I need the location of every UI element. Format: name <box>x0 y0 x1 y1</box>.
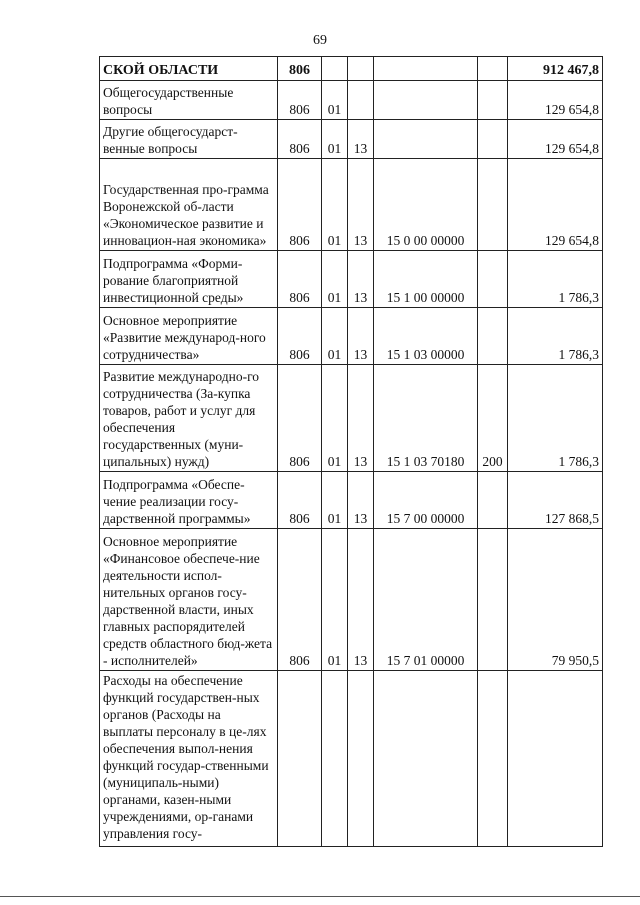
budget-table-body <box>100 57 603 847</box>
table-row <box>100 365 603 472</box>
amount: 129 654,8 <box>508 159 603 251</box>
section-code: 01 <box>322 472 348 529</box>
amount <box>508 671 603 847</box>
target-code <box>374 81 478 120</box>
section-code: 01 <box>322 159 348 251</box>
table-row <box>100 472 603 529</box>
row-name: Общегосударственные вопросы <box>100 81 278 120</box>
section-code: 01 <box>322 120 348 159</box>
subsection-code: 13 <box>348 251 374 308</box>
ministry-code: 806 <box>278 472 322 529</box>
section-code: 01 <box>322 365 348 472</box>
target-code <box>374 120 478 159</box>
subsection-code: 13 <box>348 472 374 529</box>
subsection-code <box>348 57 374 81</box>
ministry-code: 806 <box>278 57 322 81</box>
amount: 79 950,5 <box>508 529 603 671</box>
ministry-code: 806 <box>278 120 322 159</box>
section-code <box>322 57 348 81</box>
row-name: Развитие международно-го сотрудничества (За-купка товаров, работ и услуг для обеспечения государственных (муни-ципальных) нужд) <box>100 365 278 472</box>
table-row <box>100 120 603 159</box>
ministry-code: 806 <box>278 365 322 472</box>
target-code: 15 7 01 00000 <box>374 529 478 671</box>
target-code: 15 1 00 00000 <box>374 251 478 308</box>
ministry-code: 806 <box>278 159 322 251</box>
amount: 129 654,8 <box>508 81 603 120</box>
budget-table <box>99 56 603 847</box>
page-bottom-rule <box>0 896 640 897</box>
table-row <box>100 671 603 847</box>
expense-type-code <box>478 159 508 251</box>
expense-type-code <box>478 671 508 847</box>
amount: 129 654,8 <box>508 120 603 159</box>
section-code: 01 <box>322 251 348 308</box>
ministry-code <box>278 671 322 847</box>
subsection-code <box>348 81 374 120</box>
row-name: Подпрограмма «Обеспе-чение реализации госу-дарственной программы» <box>100 472 278 529</box>
amount: 912 467,8 <box>508 57 603 81</box>
subsection-code <box>348 671 374 847</box>
subsection-code: 13 <box>348 120 374 159</box>
expense-type-code: 200 <box>478 365 508 472</box>
expense-type-code <box>478 308 508 365</box>
table-row <box>100 529 603 671</box>
target-code: 15 1 03 70180 <box>374 365 478 472</box>
row-name: Государственная про-грамма Воронежской об-ласти «Экономическое развитие и инновацион-ная экономика» <box>100 159 278 251</box>
table-row <box>100 81 603 120</box>
expense-type-code <box>478 472 508 529</box>
amount: 1 786,3 <box>508 365 603 472</box>
target-code: 15 1 03 00000 <box>374 308 478 365</box>
amount: 1 786,3 <box>508 251 603 308</box>
ministry-code: 806 <box>278 308 322 365</box>
section-code: 01 <box>322 529 348 671</box>
page-number: 69 <box>313 33 327 48</box>
section-code <box>322 671 348 847</box>
expense-type-code <box>478 251 508 308</box>
table-row <box>100 57 603 81</box>
expense-type-code <box>478 81 508 120</box>
ministry-code: 806 <box>278 251 322 308</box>
row-name: Основное мероприятие «Финансовое обеспече-ние деятельности испол-нительных органов госу-дарственной власти, иных главных распорядителей средств областного бюд-жета - исполнителей» <box>100 529 278 671</box>
amount: 1 786,3 <box>508 308 603 365</box>
ministry-code: 806 <box>278 81 322 120</box>
subsection-code: 13 <box>348 365 374 472</box>
section-code: 01 <box>322 81 348 120</box>
subsection-code: 13 <box>348 159 374 251</box>
target-code: 15 7 00 00000 <box>374 472 478 529</box>
table-row <box>100 251 603 308</box>
target-code <box>374 57 478 81</box>
row-name: Основное мероприятие «Развитие международ-ного сотрудничества» <box>100 308 278 365</box>
row-name: СКОЙ ОБЛАСТИ <box>100 57 278 81</box>
amount: 127 868,5 <box>508 472 603 529</box>
table-row <box>100 159 603 251</box>
ministry-code: 806 <box>278 529 322 671</box>
section-code: 01 <box>322 308 348 365</box>
expense-type-code <box>478 120 508 159</box>
subsection-code: 13 <box>348 308 374 365</box>
table-row <box>100 308 603 365</box>
expense-type-code <box>478 57 508 81</box>
expense-type-code <box>478 529 508 671</box>
row-name: Другие общегосударст-венные вопросы <box>100 120 278 159</box>
row-name: Подпрограмма «Форми-рование благоприятной инвестиционной среды» <box>100 251 278 308</box>
target-code: 15 0 00 00000 <box>374 159 478 251</box>
target-code <box>374 671 478 847</box>
subsection-code: 13 <box>348 529 374 671</box>
row-name: Расходы на обеспечение функций государствен-ных органов (Расходы на выплаты персоналу в це-лях обеспечения выпол-нения функций государ-ственными (муниципаль-ными) органами, казен-ными учреждениями, ор-ганами управления госу- <box>100 671 278 847</box>
